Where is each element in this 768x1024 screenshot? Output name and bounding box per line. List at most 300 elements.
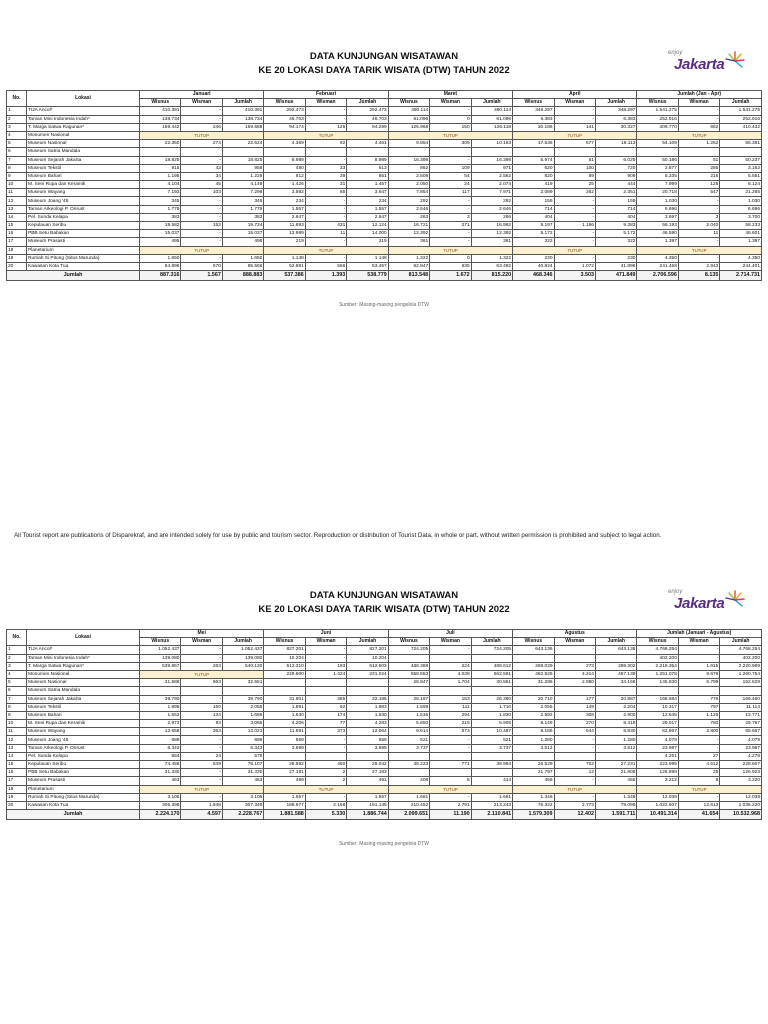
total-cell: 1.567: [181, 271, 222, 281]
value-cell: 12.124: [347, 222, 388, 230]
value-cell: 689: [140, 736, 181, 744]
value-cell: -: [430, 646, 471, 654]
value-cell: 410.391: [222, 107, 263, 115]
value-cell: 159: [595, 197, 636, 205]
value-cell: [513, 654, 554, 662]
value-cell: 32.186: [347, 695, 388, 703]
value-cell: 6.696: [637, 205, 678, 213]
value-cell: 21.797: [513, 769, 554, 777]
row-number: 15: [7, 761, 27, 769]
value-cell: 26.529: [513, 761, 554, 769]
value-cell: 12.039: [720, 793, 762, 801]
value-cell: [595, 654, 636, 662]
value-cell: 408: [388, 777, 429, 785]
table-row: [7, 222, 762, 230]
value-cell: -: [305, 238, 346, 246]
value-cell: 224: [430, 662, 471, 670]
value-cell: -: [554, 736, 595, 744]
value-cell: 32.551: [222, 679, 263, 687]
value-cell: 322: [595, 238, 636, 246]
value-cell: 467.139: [595, 670, 636, 678]
value-cell: 125.968: [388, 123, 429, 131]
value-cell: 8.149: [513, 720, 554, 728]
value-cell: [305, 752, 346, 760]
logo-jakarta-text: Jakarta: [674, 56, 725, 73]
value-cell: 263: [388, 213, 429, 221]
subheader-jumlah: Jumlah: [471, 99, 512, 107]
value-cell: 1.280: [513, 736, 554, 744]
value-cell: -: [181, 744, 222, 752]
value-cell: [554, 687, 595, 695]
value-cell: 29.797: [720, 720, 762, 728]
value-cell: 1.030: [637, 197, 678, 205]
value-cell: 404: [513, 213, 554, 221]
table-row: [7, 728, 762, 736]
value-cell: 1.948: [181, 801, 222, 809]
table-row: [7, 785, 762, 793]
value-cell: 1.779: [222, 205, 263, 213]
value-cell: -: [181, 769, 222, 777]
table-row: [7, 662, 762, 670]
value-cell: 138.734: [140, 115, 181, 123]
value-cell: -: [305, 156, 346, 164]
value-cell: [388, 752, 429, 760]
value-cell: 3.162: [720, 164, 762, 172]
value-cell: 12.039: [637, 793, 678, 801]
location-name: Kepulauan Seribu: [27, 761, 140, 769]
value-cell: 714: [513, 205, 554, 213]
value-cell: 1.022.607: [637, 801, 678, 809]
value-cell: 9.383: [595, 222, 636, 230]
closed-cell: TUTUP: [388, 131, 512, 139]
value-cell: 34: [181, 172, 222, 180]
logo-burst-icon: [724, 50, 746, 72]
value-cell: -: [430, 744, 471, 752]
value-cell: 65: [305, 189, 346, 197]
value-cell: 1.552: [140, 711, 181, 719]
header-cumulative: Jumlah (Januari - Agustus): [637, 630, 762, 638]
value-cell: -: [554, 213, 595, 221]
value-cell: 160: [181, 703, 222, 711]
value-cell: [554, 752, 595, 760]
value-cell: 292: [388, 197, 429, 205]
value-cell: -: [181, 654, 222, 662]
value-cell: [347, 687, 388, 695]
value-cell: -: [305, 254, 346, 262]
total-cell: 537.386: [264, 271, 305, 281]
value-cell: 404: [595, 213, 636, 221]
value-cell: 958: [222, 164, 263, 172]
closed-cell: TUTUP: [140, 246, 264, 254]
location-name: PBB Setu Babakan: [27, 230, 140, 238]
value-cell: 126.118: [471, 123, 512, 131]
value-cell: 402.200: [720, 654, 762, 662]
subheader-wisman: Wisman: [554, 99, 595, 107]
value-cell: 219: [264, 238, 305, 246]
value-cell: 410.432: [720, 123, 762, 131]
table-row: [7, 654, 762, 662]
value-cell: 54.109: [637, 140, 678, 148]
totals-label: Jumlah: [7, 810, 140, 820]
total-cell: 888.883: [222, 271, 263, 281]
value-cell: 210.452: [388, 801, 429, 809]
value-cell: 2.800: [678, 728, 719, 736]
value-cell: 0: [430, 115, 471, 123]
value-cell: 215: [430, 720, 471, 728]
value-cell: 103: [181, 189, 222, 197]
value-cell: 7.193: [140, 189, 181, 197]
table-row: [7, 695, 762, 703]
value-cell: -: [305, 793, 346, 801]
row-number: 6: [7, 687, 27, 695]
value-cell: -: [305, 107, 346, 115]
value-cell: 1.615: [678, 662, 719, 670]
value-cell: 39.790: [140, 695, 181, 703]
location-name: Pel. Sunda Kelapa: [27, 752, 140, 760]
value-cell: 2.773: [554, 801, 595, 809]
value-cell: 31.286: [513, 679, 554, 687]
value-cell: 12.645: [637, 711, 678, 719]
value-cell: 11.691: [264, 728, 305, 736]
total-cell: 815.220: [471, 271, 512, 281]
value-cell: [264, 752, 305, 760]
value-cell: 873: [430, 728, 471, 736]
row-number: 14: [7, 752, 27, 760]
value-cell: 3.512: [595, 744, 636, 752]
value-cell: -: [430, 736, 471, 744]
header-month-1: Januari: [140, 91, 264, 99]
value-cell: 93: [181, 720, 222, 728]
table-row: [7, 115, 762, 123]
value-cell: -: [181, 646, 222, 654]
value-cell: 348.297: [513, 107, 554, 115]
value-cell: 16.992: [471, 222, 512, 230]
value-cell: -: [181, 777, 222, 785]
value-cell: 139.080: [222, 654, 263, 662]
table-row: [7, 720, 762, 728]
enjoy-jakarta-logo: [666, 50, 746, 82]
total-cell: 1.881.588: [264, 810, 305, 820]
value-cell: 3.647: [347, 189, 388, 197]
value-cell: 61.096: [471, 115, 512, 123]
value-cell: 2.508: [388, 172, 429, 180]
row-number: 11: [7, 189, 27, 197]
value-cell: 25: [678, 769, 719, 777]
value-cell: 54: [430, 172, 471, 180]
visitor-table-jan-apr: [6, 90, 762, 281]
subheader-wisman: Wisman: [181, 638, 222, 646]
value-cell: 38.994: [471, 761, 512, 769]
value-cell: 188.977: [264, 801, 305, 809]
value-cell: 228.607: [720, 761, 762, 769]
value-cell: 1.424: [305, 670, 346, 678]
closed-cell: TUTUP: [264, 246, 388, 254]
row-number: 11: [7, 728, 27, 736]
value-cell: 92: [305, 703, 346, 711]
value-cell: 252.916: [720, 115, 762, 123]
row-number: 4: [7, 131, 27, 139]
value-cell: 63.482: [471, 262, 512, 270]
value-cell: 28.847: [388, 679, 429, 687]
subheader-wisnus: Wisnus: [513, 638, 554, 646]
subheader-jumlah: Jumlah: [347, 99, 388, 107]
subheader-jumlah: Jumlah: [595, 638, 636, 646]
value-cell: 4.612: [678, 761, 719, 769]
table-row: [7, 140, 762, 148]
location-name: Museum Wayang: [27, 728, 140, 736]
value-cell: 16.721: [388, 222, 429, 230]
value-cell: 11.114: [720, 703, 762, 711]
location-name: Museum Nasional: [27, 140, 140, 148]
subheader-wisman: Wisman: [305, 638, 346, 646]
value-cell: 444: [595, 181, 636, 189]
closed-cell: TUTUP: [388, 785, 512, 793]
value-cell: [471, 769, 512, 777]
value-cell: [471, 687, 512, 695]
value-cell: 126.898: [637, 769, 678, 777]
value-cell: -: [678, 646, 719, 654]
total-cell: 2.228.767: [222, 810, 263, 820]
value-cell: -: [305, 197, 346, 205]
value-cell: 11.693: [264, 222, 305, 230]
value-cell: 94.299: [347, 123, 388, 131]
value-cell: 46.703: [264, 115, 305, 123]
value-cell: 1.541.275: [720, 107, 762, 115]
value-cell: -: [678, 736, 719, 744]
location-name: M. Seni Rupa dan Keramik: [27, 720, 140, 728]
value-cell: -: [430, 205, 471, 213]
value-cell: 4.350: [637, 254, 678, 262]
value-cell: 10.317: [637, 703, 678, 711]
title-line-1: DATA KUNJUNGAN WISATAWAN: [309, 51, 459, 62]
value-cell: 8.197: [513, 222, 554, 230]
value-cell: 305.398: [140, 801, 181, 809]
value-cell: -: [430, 230, 471, 238]
value-cell: -: [181, 205, 222, 213]
value-cell: -: [678, 744, 719, 752]
value-cell: 7.999: [637, 181, 678, 189]
value-cell: -: [554, 254, 595, 262]
value-cell: 274: [181, 140, 222, 148]
value-cell: 1.052.437: [140, 646, 181, 654]
value-cell: 490.114: [471, 107, 512, 115]
value-cell: -: [554, 744, 595, 752]
location-name: Taman Mini Indonesia Indah*: [27, 115, 140, 123]
value-cell: 8.186: [513, 728, 554, 736]
value-cell: -: [305, 744, 346, 752]
row-number: 14: [7, 213, 27, 221]
value-cell: 234: [264, 197, 305, 205]
value-cell: 77: [305, 720, 346, 728]
total-cell: 1.672: [430, 271, 471, 281]
value-cell: 11: [678, 230, 719, 238]
value-cell: 776: [678, 695, 719, 703]
subheader-wisnus: Wisnus: [388, 638, 429, 646]
header-no: No.: [7, 630, 27, 646]
value-cell: 8.989: [264, 156, 305, 164]
total-cell: 41.654: [678, 810, 719, 820]
value-cell: 125: [678, 181, 719, 189]
value-cell: 2.204: [595, 703, 636, 711]
value-cell: 168.684: [637, 695, 678, 703]
value-cell: 373: [305, 728, 346, 736]
value-cell: 177: [554, 695, 595, 703]
value-cell: 6.696: [720, 205, 762, 213]
value-cell: [388, 769, 429, 777]
value-cell: 635: [430, 262, 471, 270]
value-cell: [264, 679, 305, 687]
value-cell: 495: [140, 238, 181, 246]
value-cell: 2.791: [430, 801, 471, 809]
value-cell: 559: [347, 736, 388, 744]
value-cell: 75.107: [222, 761, 263, 769]
value-cell: 720: [595, 164, 636, 172]
location-name: Planetarium: [27, 246, 140, 254]
value-cell: 2.647: [347, 213, 388, 221]
value-cell: 10.204: [264, 654, 305, 662]
location-name: Museum Satria Mandala: [27, 687, 140, 695]
value-cell: -: [181, 115, 222, 123]
value-cell: [513, 752, 554, 760]
value-cell: 3.105: [222, 793, 263, 801]
row-number: 18: [7, 246, 27, 254]
row-number: 5: [7, 140, 27, 148]
location-name: Kawasan Kota Tua: [27, 801, 140, 809]
row-number: 8: [7, 703, 27, 711]
total-cell: 5.330: [305, 810, 346, 820]
total-cell: 1.886.744: [347, 810, 388, 820]
row-number: 17: [7, 777, 27, 785]
value-cell: 689: [222, 736, 263, 744]
value-cell: 263: [181, 662, 222, 670]
value-cell: 292: [471, 197, 512, 205]
value-cell: 2.074: [471, 181, 512, 189]
value-cell: -: [678, 654, 719, 662]
totals-label: Jumlah: [7, 271, 140, 281]
value-cell: 5.335: [637, 172, 678, 180]
value-cell: 1.895: [140, 703, 181, 711]
value-cell: 169.460: [720, 695, 762, 703]
subheader-wisnus: Wisnus: [637, 99, 678, 107]
value-cell: 5.905: [471, 720, 512, 728]
table-row: [7, 197, 762, 205]
value-cell: 1.779: [140, 205, 181, 213]
value-cell: 20.718: [637, 189, 678, 197]
value-cell: 10.163: [471, 140, 512, 148]
location-name: Museum Tekstil: [27, 703, 140, 711]
value-cell: 2.646: [471, 205, 512, 213]
value-cell: 345: [222, 197, 263, 205]
value-cell: 40.824: [513, 262, 554, 270]
value-cell: [513, 148, 554, 156]
value-cell: -: [678, 238, 719, 246]
value-cell: 20.887: [595, 695, 636, 703]
value-cell: 577: [554, 140, 595, 148]
value-cell: 513: [347, 164, 388, 172]
value-cell: 230: [595, 254, 636, 262]
value-cell: 21.809: [595, 769, 636, 777]
value-cell: 1.035.220: [720, 801, 762, 809]
value-cell: 292.473: [264, 107, 305, 115]
subheader-wisnus: Wisnus: [388, 99, 429, 107]
closed-cell: TUTUP: [140, 131, 264, 139]
table-row: [7, 246, 762, 254]
value-cell: 322: [513, 238, 554, 246]
row-number: 10: [7, 181, 27, 189]
value-cell: 269.302: [595, 662, 636, 670]
value-cell: 174: [305, 711, 346, 719]
value-cell: [140, 148, 181, 156]
value-cell: 463: [222, 777, 263, 785]
value-cell: 262: [554, 189, 595, 197]
value-cell: 12.392: [471, 230, 512, 238]
table-row: [7, 752, 762, 760]
value-cell: 39: [305, 172, 346, 180]
value-cell: 771: [430, 761, 471, 769]
value-cell: 9.854: [388, 140, 429, 148]
value-cell: 79.095: [595, 801, 636, 809]
value-cell: 1.397: [637, 238, 678, 246]
value-cell: 1.710: [471, 703, 512, 711]
subheader-jumlah: Jumlah: [595, 99, 636, 107]
subheader-wisman: Wisman: [678, 99, 719, 107]
location-name: Museum Joang '45: [27, 736, 140, 744]
value-cell: 512.503: [347, 662, 388, 670]
value-cell: 345: [140, 197, 181, 205]
value-cell: 2.055: [513, 703, 554, 711]
row-number: 2: [7, 115, 27, 123]
closed-cell: TUTUP: [637, 785, 762, 793]
value-cell: -: [678, 205, 719, 213]
value-cell: 2.089: [513, 189, 554, 197]
table-row: [7, 172, 762, 180]
value-cell: 33: [305, 164, 346, 172]
total-cell: 1.591.711: [595, 810, 636, 820]
value-cell: 117: [430, 189, 471, 197]
location-name: Museum Bahari: [27, 172, 140, 180]
closed-cell: TUTUP: [264, 131, 388, 139]
value-cell: 724.205: [471, 646, 512, 654]
value-cell: 125: [305, 123, 346, 131]
value-cell: 8: [678, 777, 719, 785]
value-cell: 18.825: [140, 156, 181, 164]
row-number: 13: [7, 744, 27, 752]
value-cell: 22.350: [140, 140, 181, 148]
report-section-may-aug: [6, 589, 762, 847]
value-cell: 13.771: [720, 711, 762, 719]
table-row: [7, 213, 762, 221]
value-cell: 488.388: [388, 662, 429, 670]
value-cell: 27.231: [595, 761, 636, 769]
closed-cell: TUTUP: [513, 131, 637, 139]
value-cell: 31.588: [140, 679, 181, 687]
value-cell: 450: [305, 761, 346, 769]
value-cell: 3.700: [720, 213, 762, 221]
value-cell: 6: [430, 777, 471, 785]
value-cell: 578: [222, 752, 263, 760]
header-month-1: Mei: [140, 630, 264, 638]
value-cell: 480: [264, 164, 305, 172]
value-cell: 521: [388, 736, 429, 744]
value-cell: 3: [430, 213, 471, 221]
row-number: 7: [7, 695, 27, 703]
value-cell: 1.322: [471, 254, 512, 262]
value-cell: 3.105: [140, 793, 181, 801]
value-cell: [305, 679, 346, 687]
value-cell: 51: [678, 156, 719, 164]
value-cell: 1.536: [388, 711, 429, 719]
value-cell: 361: [388, 238, 429, 246]
